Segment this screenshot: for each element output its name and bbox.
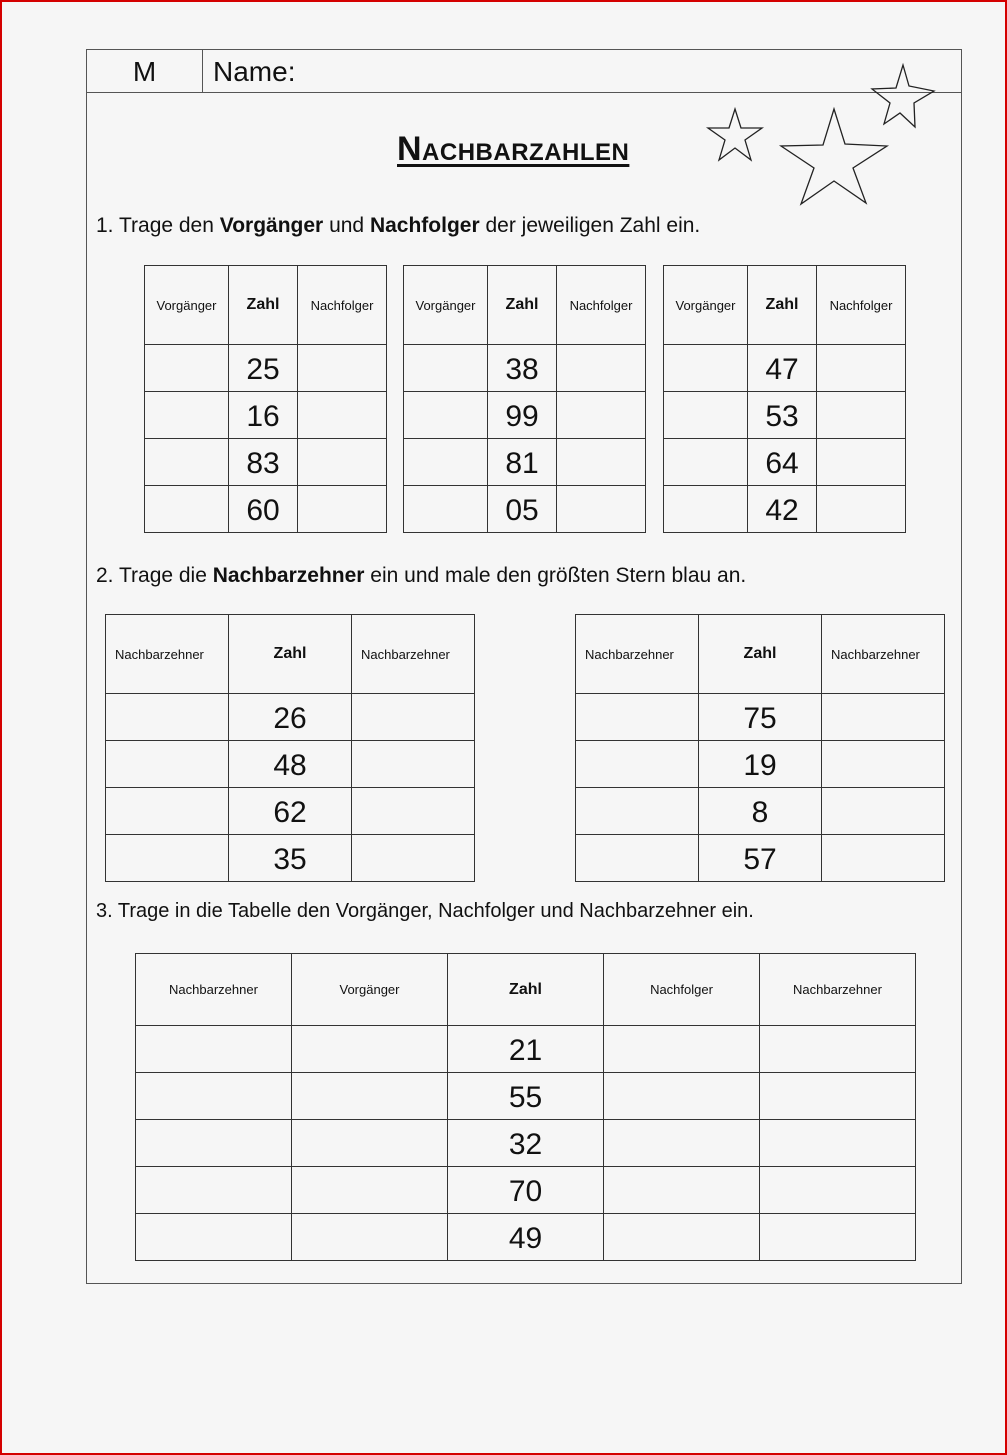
answer-cell[interactable] [604, 1167, 760, 1214]
column-header-zahl: Zahl [488, 266, 557, 345]
answer-cell[interactable] [760, 1120, 916, 1167]
number-cell: 05 [488, 486, 557, 533]
answer-cell[interactable] [817, 486, 906, 533]
number-cell: 8 [699, 788, 822, 835]
column-header-nachfolger: Nachfolger [557, 266, 646, 345]
column-header-vorgaenger: Vorgänger [664, 266, 748, 345]
answer-cell[interactable] [576, 694, 699, 741]
number-cell: 99 [488, 392, 557, 439]
number-cell: 70 [448, 1167, 604, 1214]
answer-cell[interactable] [664, 439, 748, 486]
answer-cell[interactable] [136, 1167, 292, 1214]
subject-label: M [87, 50, 203, 92]
answer-cell[interactable] [136, 1120, 292, 1167]
large-star-icon [781, 109, 887, 204]
small-star-icon [708, 109, 762, 160]
answer-cell[interactable] [760, 1073, 916, 1120]
number-cell: 21 [448, 1026, 604, 1073]
number-cell: 35 [229, 835, 352, 882]
number-cell: 47 [748, 345, 817, 392]
answer-cell[interactable] [292, 1167, 448, 1214]
answer-cell[interactable] [404, 439, 488, 486]
column-header-zahl: Zahl [699, 615, 822, 694]
task1-table-1 [144, 265, 387, 533]
number-cell: 62 [229, 788, 352, 835]
number-cell: 32 [448, 1120, 604, 1167]
number-cell: 53 [748, 392, 817, 439]
column-header-nachbarzehner-left: Nachbarzehner [576, 615, 699, 694]
answer-cell[interactable] [404, 486, 488, 533]
answer-cell[interactable] [145, 392, 229, 439]
answer-cell[interactable] [664, 486, 748, 533]
column-header-zahl: Zahl [229, 615, 352, 694]
column-header-zahl: Zahl [229, 266, 298, 345]
answer-cell[interactable] [106, 835, 229, 882]
answer-cell[interactable] [664, 392, 748, 439]
column-header-nachfolger: Nachfolger [817, 266, 906, 345]
answer-cell[interactable] [557, 486, 646, 533]
worksheet [86, 49, 962, 1284]
number-cell: 60 [229, 486, 298, 533]
answer-cell[interactable] [106, 694, 229, 741]
answer-cell[interactable] [292, 1120, 448, 1167]
answer-cell[interactable] [822, 694, 945, 741]
number-cell: 25 [229, 345, 298, 392]
answer-cell[interactable] [760, 1214, 916, 1261]
column-header-zahl: Zahl [448, 954, 604, 1026]
answer-cell[interactable] [298, 439, 387, 486]
column-header-vorgaenger: Vorgänger [404, 266, 488, 345]
answer-cell[interactable] [145, 345, 229, 392]
answer-cell[interactable] [352, 835, 475, 882]
answer-cell[interactable] [604, 1026, 760, 1073]
column-header-nachbarzehner-right: Nachbarzehner [822, 615, 945, 694]
answer-cell[interactable] [106, 741, 229, 788]
answer-cell[interactable] [404, 392, 488, 439]
number-cell: 64 [748, 439, 817, 486]
answer-cell[interactable] [557, 345, 646, 392]
answer-cell[interactable] [298, 486, 387, 533]
answer-cell[interactable] [136, 1026, 292, 1073]
answer-cell[interactable] [404, 345, 488, 392]
answer-cell[interactable] [292, 1073, 448, 1120]
task2-table-2 [575, 614, 945, 882]
number-cell: 16 [229, 392, 298, 439]
number-cell: 38 [488, 345, 557, 392]
answer-cell[interactable] [664, 345, 748, 392]
answer-cell[interactable] [557, 439, 646, 486]
column-header-zahl: Zahl [748, 266, 817, 345]
task2-instruction: 2. Trage die Nachbarzehner ein und male den größten Stern blau an. [96, 564, 747, 587]
answer-cell[interactable] [145, 439, 229, 486]
column-header-nachfolger: Nachfolger [298, 266, 387, 345]
answer-cell[interactable] [604, 1120, 760, 1167]
column-header-nachbarzehner-right: Nachbarzehner [352, 615, 475, 694]
number-cell: 83 [229, 439, 298, 486]
answer-cell[interactable] [576, 741, 699, 788]
column-header-vorgaenger: Vorgänger [145, 266, 229, 345]
answer-cell[interactable] [817, 392, 906, 439]
task3-instruction: 3. Trage in die Tabelle den Vorgänger, Nachfolger und Nachbarzehner ein. [96, 900, 754, 922]
answer-cell[interactable] [352, 741, 475, 788]
answer-cell[interactable] [298, 392, 387, 439]
answer-cell[interactable] [604, 1214, 760, 1261]
answer-cell[interactable] [292, 1026, 448, 1073]
answer-cell[interactable] [576, 788, 699, 835]
number-cell: 42 [748, 486, 817, 533]
answer-cell[interactable] [106, 788, 229, 835]
top-star-icon [872, 65, 934, 127]
answer-cell[interactable] [298, 345, 387, 392]
number-cell: 81 [488, 439, 557, 486]
answer-cell[interactable] [760, 1167, 916, 1214]
answer-cell[interactable] [136, 1214, 292, 1261]
answer-cell[interactable] [136, 1073, 292, 1120]
number-cell: 75 [699, 694, 822, 741]
answer-cell[interactable] [817, 345, 906, 392]
number-cell: 26 [229, 694, 352, 741]
answer-cell[interactable] [145, 486, 229, 533]
number-cell: 19 [699, 741, 822, 788]
column-header-vorgaenger: Vorgänger [292, 954, 448, 1026]
answer-cell[interactable] [352, 788, 475, 835]
task2-table-1 [105, 614, 475, 882]
task1-instruction: 1. Trage den Vorgänger und Nachfolger der jeweiligen Zahl ein. [96, 214, 701, 237]
name-field-label: Name: [213, 56, 296, 87]
task1-table-3 [663, 265, 906, 533]
stars-decoration [697, 62, 947, 212]
task3-table [135, 953, 916, 1261]
answer-cell[interactable] [817, 439, 906, 486]
answer-cell[interactable] [822, 788, 945, 835]
number-cell: 55 [448, 1073, 604, 1120]
answer-cell[interactable] [822, 741, 945, 788]
column-header-nachfolger: Nachfolger [604, 954, 760, 1026]
answer-cell[interactable] [760, 1026, 916, 1073]
column-header-nachbarzehner-right: Nachbarzehner [760, 954, 916, 1026]
answer-cell[interactable] [822, 835, 945, 882]
answer-cell[interactable] [292, 1214, 448, 1261]
answer-cell[interactable] [557, 392, 646, 439]
number-cell: 49 [448, 1214, 604, 1261]
page-title: Nachbarzahlen [397, 130, 630, 168]
number-cell: 48 [229, 741, 352, 788]
column-header-nachbarzehner-left: Nachbarzehner [136, 954, 292, 1026]
answer-cell[interactable] [352, 694, 475, 741]
column-header-nachbarzehner-left: Nachbarzehner [106, 615, 229, 694]
answer-cell[interactable] [604, 1073, 760, 1120]
task1-table-2 [403, 265, 646, 533]
answer-cell[interactable] [576, 835, 699, 882]
number-cell: 57 [699, 835, 822, 882]
